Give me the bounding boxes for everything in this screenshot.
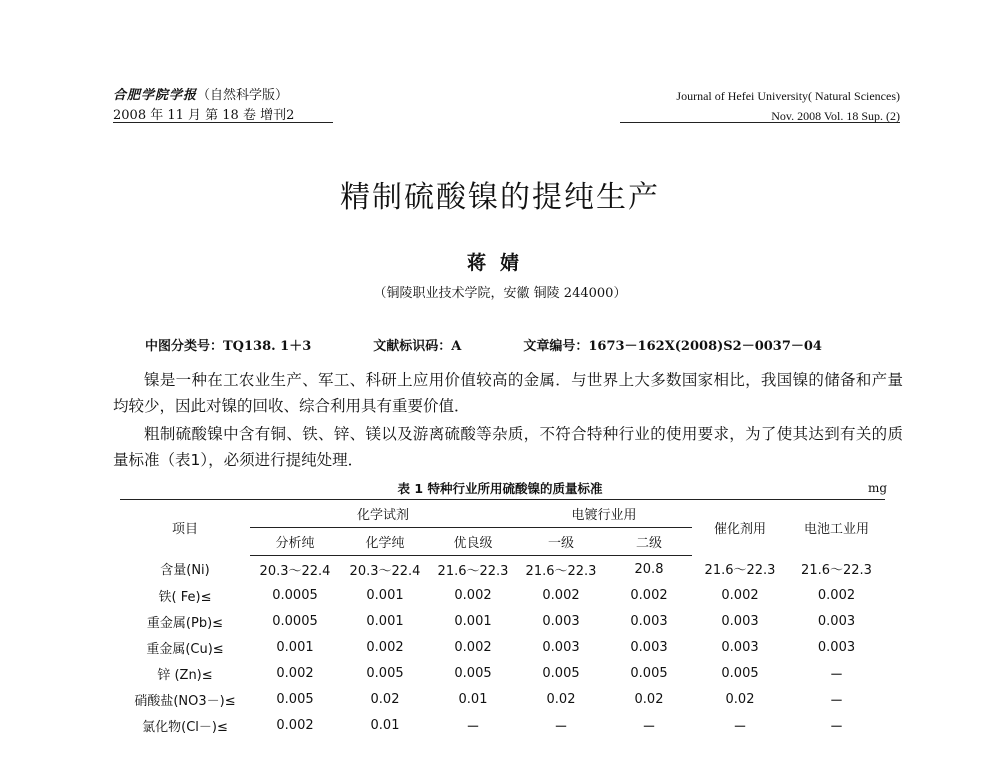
table-cell: 0.001	[366, 613, 404, 629]
issue-info-cn: 2008 年 11 月 第 18 卷 增刊2	[113, 108, 295, 123]
quality-standard-table	[120, 499, 885, 738]
col-header-battery: 电池工业用	[803, 522, 869, 538]
body-paragraph: 粗制硫酸镍中含有铜、铁、锌、镁以及游离硫酸等杂质，不符合特种行业的使用要求，为了使其达到有关的质量标准（表1），必须进行提纯处理．	[113, 425, 903, 469]
table-caption: 表 1 特种行业所用硫酸镍的质量标准	[397, 481, 603, 496]
row-label: 锌 (Zn)≤	[157, 667, 213, 683]
table-cell: 0.003	[721, 639, 759, 655]
table-cell: －	[829, 693, 843, 709]
journal-header-en	[676, 86, 900, 126]
table-cell: 21.6～22.3	[525, 563, 597, 579]
document-code: 文献标识码：A	[373, 339, 462, 354]
table-cell: 0.002	[276, 665, 314, 681]
journal-header-cn	[113, 86, 294, 126]
row-label: 重金属(Cu)≤	[146, 641, 224, 657]
table-cell: 0.01	[458, 691, 488, 707]
journal-name-cn: 合肥学院学报	[113, 88, 198, 103]
journal-edition-cn: （自然科学版）	[197, 88, 289, 103]
col-header-catalyst: 催化剂用	[713, 522, 766, 538]
body-paragraph: 镍是一种在工农业生产、军工、科研上应用价值较高的金属．与世界上大多数国家相比，我国镍的储备和产量均较少，因此对镍的回收、综合利用具有重要价值．	[113, 371, 903, 415]
table-cell: 0.003	[817, 613, 856, 629]
table-row	[120, 608, 885, 634]
table-cell: 0.005	[630, 665, 668, 681]
issue-info-en: Nov. 2008 Vol. 18 Sup. (2)	[771, 109, 900, 123]
row-label: 硝酸盐(NO3－)≤	[134, 693, 236, 709]
table-cell: 21.6～22.3	[437, 563, 509, 579]
table-cell: －	[733, 719, 747, 735]
table-cell: 0.003	[630, 613, 668, 629]
article-author: 蒋婧	[466, 252, 533, 274]
row-label: 氯化物(Cl－)≤	[142, 719, 228, 735]
table-row	[120, 686, 885, 712]
article-metadata	[145, 335, 822, 354]
table-cell: －	[466, 719, 480, 735]
table-cell: 0.005	[542, 665, 580, 681]
table-cell: 20.3～22.4	[259, 563, 331, 579]
col-header-good-grade: 优良级	[430, 528, 516, 556]
table-row	[120, 712, 885, 738]
col-group-chemical-reagent: 化学试剂	[250, 500, 516, 528]
table-row	[120, 582, 885, 608]
article-number: 文章编号：1673－162X(2008)S2－0037－04	[523, 339, 822, 354]
table-row	[120, 634, 885, 660]
table-cell: 0.01	[370, 717, 400, 733]
table-cell: 0.002	[721, 587, 759, 603]
table-cell: －	[829, 719, 843, 735]
col-header-first-grade: 一级	[516, 528, 606, 556]
article-title: 精制硫酸镍的提纯生产	[340, 180, 660, 215]
table-cell: 0.0005	[272, 587, 318, 603]
row-label: 含量(Ni)	[160, 563, 210, 579]
table-cell: 0.002	[630, 587, 668, 603]
table-cell: －	[829, 667, 843, 683]
table-cell: 0.002	[454, 639, 492, 655]
col-group-electroplating: 电镀行业用	[516, 500, 692, 528]
table-cell: －	[554, 719, 568, 735]
table-cell: 0.001	[366, 587, 404, 603]
header-rule-right	[620, 122, 900, 123]
table-cell: 0.001	[454, 613, 492, 629]
table-unit: mg	[867, 481, 887, 495]
table-cell: 0.003	[542, 639, 580, 655]
table-cell: 0.005	[721, 665, 759, 681]
table-cell: 0.001	[276, 639, 314, 655]
table-row	[120, 660, 885, 686]
row-label: 铁( Fe)≤	[158, 589, 212, 605]
table-cell: 21.6～22.3	[801, 563, 872, 579]
table-cell: 0.003	[817, 639, 856, 655]
col-header-chemical-pure: 化学纯	[340, 528, 430, 556]
classification-number: 中图分类号：TQ138. 1＋3	[145, 339, 312, 354]
journal-name-en: Journal of Hefei University( Natural Sciences)	[676, 89, 900, 103]
table-cell: 0.002	[542, 587, 580, 603]
table-cell: 0.003	[721, 613, 759, 629]
col-header-second-grade: 二级	[606, 528, 692, 556]
header-rule-left	[113, 122, 333, 123]
table-cell: 0.02	[370, 691, 400, 707]
table-cell: 0.005	[454, 665, 492, 681]
col-header-analytic-pure: 分析纯	[250, 528, 340, 556]
table-cell: 0.02	[546, 691, 576, 707]
table-cell: 0.005	[366, 665, 404, 681]
table-cell: 20.8	[634, 561, 664, 577]
table-cell: 20.3～22.4	[349, 563, 421, 579]
table-cell: 0.002	[366, 639, 404, 655]
col-header-item: 项目	[171, 522, 198, 538]
table-cell: 0.003	[542, 613, 580, 629]
table-cell: 0.002	[454, 587, 492, 603]
author-affiliation: （铜陵职业技术学院，安徽 铜陵 244000）	[373, 286, 627, 301]
row-label: 重金属(Pb)≤	[146, 615, 224, 631]
table-cell: 0.002	[276, 717, 314, 733]
table-cell: 0.002	[817, 587, 856, 603]
table-cell: －	[642, 719, 656, 735]
table-cell: 0.003	[630, 639, 668, 655]
table-cell: 0.02	[725, 691, 755, 707]
table-cell: 21.6～22.3	[704, 563, 776, 579]
table-cell: 0.0005	[272, 613, 318, 629]
table-cell: 0.02	[634, 691, 664, 707]
table-cell: 0.005	[276, 691, 314, 707]
table-row	[120, 556, 885, 583]
